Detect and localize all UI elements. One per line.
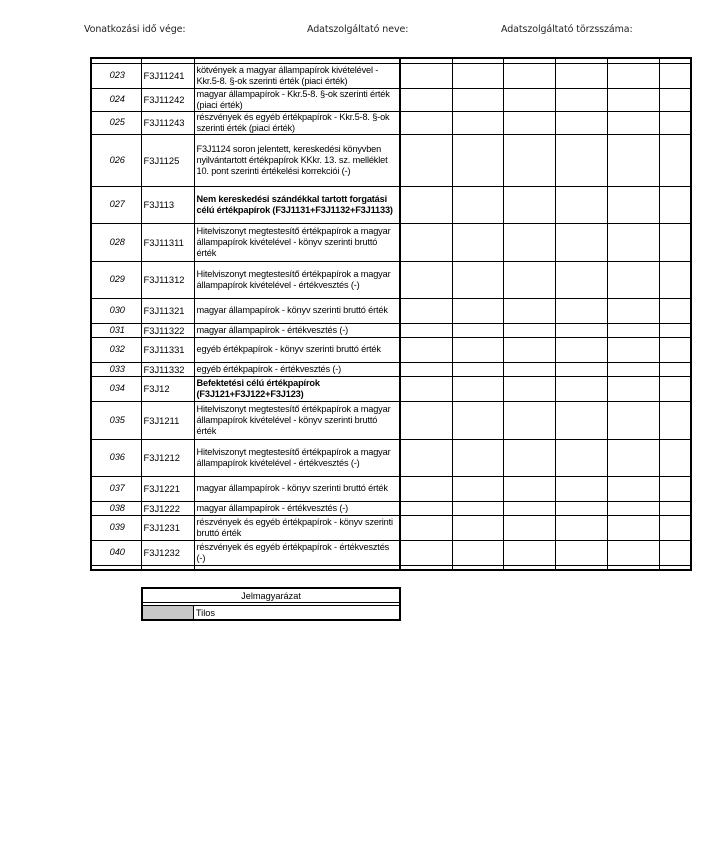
row-code: F3J11311: [141, 223, 194, 261]
value-cell[interactable]: [659, 298, 691, 323]
row-description: Hitelviszonyt megtestesítő értékpapírok a magyar állampapírok kivételével - értékvesztés (-): [194, 439, 400, 476]
table-row: [91, 501, 691, 515]
row-description: Hitelviszonyt megtestesítő értékpapírok a magyar állampapírok kivételével - könyv szerinti bruttó érték: [194, 223, 400, 261]
value-cell[interactable]: [452, 63, 503, 88]
value-cell[interactable]: [659, 323, 691, 337]
value-cell[interactable]: [452, 134, 503, 186]
value-cell[interactable]: [555, 223, 607, 261]
value-cell[interactable]: [555, 362, 607, 376]
value-cell[interactable]: [503, 401, 555, 439]
value-cell[interactable]: [555, 298, 607, 323]
value-cell[interactable]: [607, 401, 659, 439]
value-cell[interactable]: [503, 501, 555, 515]
value-cell[interactable]: [400, 515, 452, 540]
table-row: [91, 540, 691, 565]
value-cell[interactable]: [607, 134, 659, 186]
value-cell[interactable]: [400, 362, 452, 376]
value-cell[interactable]: [452, 261, 503, 298]
row-description: magyar állampapírok - könyv szerinti bruttó érték: [194, 476, 400, 501]
value-cell[interactable]: [503, 337, 555, 362]
value-cell[interactable]: [607, 476, 659, 501]
row-description: magyar állampapírok - értékvesztés (-): [194, 323, 400, 337]
value-cell[interactable]: [400, 540, 452, 565]
row-code: F3J1125: [141, 134, 194, 186]
row-number: 033: [91, 362, 141, 376]
value-cell[interactable]: [659, 476, 691, 501]
value-cell[interactable]: [607, 439, 659, 476]
table-row: [91, 401, 691, 439]
value-cell[interactable]: [659, 134, 691, 186]
value-cell[interactable]: [452, 540, 503, 565]
value-cell[interactable]: [452, 337, 503, 362]
legend-item: [142, 606, 400, 621]
row-code: F3J11332: [141, 362, 194, 376]
value-cell[interactable]: [452, 223, 503, 261]
value-cell[interactable]: [659, 362, 691, 376]
value-cell[interactable]: [400, 223, 452, 261]
value-cell[interactable]: [555, 88, 607, 111]
value-cell[interactable]: [607, 515, 659, 540]
legend-swatch-forbidden: [142, 606, 193, 621]
row-number: 038: [91, 501, 141, 515]
row-number: 027: [91, 186, 141, 223]
value-cell[interactable]: [607, 88, 659, 111]
legend-title: Jelmagyarázat: [142, 588, 400, 603]
row-code: F3J11242: [141, 88, 194, 111]
value-cell[interactable]: [503, 476, 555, 501]
value-cell[interactable]: [659, 223, 691, 261]
row-description: egyéb értékpapírok - könyv szerinti bruttó érték: [194, 337, 400, 362]
value-cell[interactable]: [607, 376, 659, 401]
value-cell[interactable]: [503, 111, 555, 134]
table-row: [91, 63, 691, 88]
value-cell[interactable]: [607, 111, 659, 134]
value-cell[interactable]: [607, 63, 659, 88]
row-number: 024: [91, 88, 141, 111]
value-cell[interactable]: [452, 111, 503, 134]
row-code: F3J113: [141, 186, 194, 223]
value-cell[interactable]: [503, 376, 555, 401]
value-cell[interactable]: [400, 337, 452, 362]
value-cell[interactable]: [555, 439, 607, 476]
row-description: Befektetési célú értékpapírok (F3J121+F3J122+F3J123): [194, 376, 400, 401]
value-cell[interactable]: [452, 88, 503, 111]
table-row: [91, 323, 691, 337]
table-row: [91, 88, 691, 111]
row-code: F3J11312: [141, 261, 194, 298]
value-cell[interactable]: [452, 186, 503, 223]
row-code: F3J11331: [141, 337, 194, 362]
row-description: kötvények a magyar állampapírok kivételével - Kkr.5-8. §-ok szerinti érték (piaci érték): [194, 63, 400, 88]
row-description: magyar állampapírok - értékvesztés (-): [194, 501, 400, 515]
value-cell[interactable]: [452, 362, 503, 376]
value-cell[interactable]: [555, 376, 607, 401]
value-cell[interactable]: [400, 186, 452, 223]
row-number: 030: [91, 298, 141, 323]
reference-period-label: Vonatkozási idő vége:: [84, 24, 186, 35]
row-number: 040: [91, 540, 141, 565]
provider-name-label: Adatszolgáltató neve:: [307, 24, 409, 35]
row-number: 036: [91, 439, 141, 476]
value-cell[interactable]: [607, 223, 659, 261]
value-cell[interactable]: [452, 376, 503, 401]
legend-table: [141, 587, 401, 621]
row-code: F3J11321: [141, 298, 194, 323]
report-table: [90, 57, 692, 571]
value-cell[interactable]: [659, 186, 691, 223]
value-cell[interactable]: [452, 476, 503, 501]
value-cell[interactable]: [400, 298, 452, 323]
row-code: F3J1232: [141, 540, 194, 565]
table-row: [91, 298, 691, 323]
value-cell[interactable]: [503, 134, 555, 186]
value-cell[interactable]: [659, 501, 691, 515]
value-cell[interactable]: [659, 439, 691, 476]
value-cell[interactable]: [607, 540, 659, 565]
value-cell[interactable]: [503, 186, 555, 223]
legend-item-label: Tilos: [193, 606, 400, 621]
table-row: [91, 186, 691, 223]
value-cell[interactable]: [400, 501, 452, 515]
value-cell[interactable]: [452, 323, 503, 337]
row-number: 035: [91, 401, 141, 439]
value-cell[interactable]: [400, 63, 452, 88]
row-description: Hitelviszonyt megtestesítő értékpapírok a magyar állampapírok kivételével - könyv szerinti bruttó érték: [194, 401, 400, 439]
value-cell[interactable]: [607, 261, 659, 298]
value-cell[interactable]: [452, 515, 503, 540]
value-cell[interactable]: [659, 337, 691, 362]
table-row: [91, 111, 691, 134]
value-cell[interactable]: [400, 261, 452, 298]
value-cell[interactable]: [503, 261, 555, 298]
row-code: F3J11322: [141, 323, 194, 337]
value-cell[interactable]: [555, 401, 607, 439]
value-cell[interactable]: [555, 515, 607, 540]
row-description: F3J1124 soron jelentett, kereskedési könyvben nyilvántartott értékpapírok KKkr. 13. sz. melléklet 10. pont szerinti értékelési korrekciói (-): [194, 134, 400, 186]
value-cell[interactable]: [555, 323, 607, 337]
value-cell[interactable]: [555, 111, 607, 134]
row-number: 031: [91, 323, 141, 337]
value-cell[interactable]: [400, 401, 452, 439]
value-cell[interactable]: [503, 362, 555, 376]
row-description: részvények és egyéb értékpapírok - könyv szerinti bruttó érték: [194, 515, 400, 540]
value-cell[interactable]: [607, 323, 659, 337]
value-cell[interactable]: [452, 401, 503, 439]
value-cell[interactable]: [503, 323, 555, 337]
row-description: Hitelviszonyt megtestesítő értékpapírok a magyar állampapírok kivételével - értékvesztés (-): [194, 261, 400, 298]
row-number: 023: [91, 63, 141, 88]
value-cell[interactable]: [503, 88, 555, 111]
value-cell[interactable]: [503, 63, 555, 88]
report-rows: [91, 58, 691, 570]
value-cell[interactable]: [659, 88, 691, 111]
value-cell[interactable]: [555, 337, 607, 362]
table-row: [91, 362, 691, 376]
table-row: [91, 134, 691, 186]
value-cell[interactable]: [400, 476, 452, 501]
value-cell[interactable]: [607, 501, 659, 515]
row-code: F3J1212: [141, 439, 194, 476]
value-cell[interactable]: [555, 186, 607, 223]
value-cell[interactable]: [659, 401, 691, 439]
value-cell[interactable]: [400, 134, 452, 186]
value-cell[interactable]: [659, 63, 691, 88]
value-cell[interactable]: [400, 323, 452, 337]
value-cell[interactable]: [503, 515, 555, 540]
table-row: [91, 337, 691, 362]
row-code: F3J1231: [141, 515, 194, 540]
row-number: 034: [91, 376, 141, 401]
row-description: magyar állampapírok - könyv szerinti bruttó érték: [194, 298, 400, 323]
value-cell[interactable]: [503, 540, 555, 565]
value-cell[interactable]: [452, 501, 503, 515]
value-cell[interactable]: [503, 223, 555, 261]
value-cell[interactable]: [452, 298, 503, 323]
value-cell[interactable]: [555, 134, 607, 186]
row-number: 025: [91, 111, 141, 134]
value-cell[interactable]: [607, 186, 659, 223]
row-description: magyar állampapírok - Kkr.5-8. §-ok szerinti érték (piaci érték): [194, 88, 400, 111]
value-cell[interactable]: [659, 111, 691, 134]
table-row: [91, 476, 691, 501]
row-description: Nem kereskedési szándékkal tartott forgatási célú értékpapírok (F3J1131+F3J1132+F3J1133): [194, 186, 400, 223]
value-cell[interactable]: [400, 376, 452, 401]
table-row: [91, 439, 691, 476]
value-cell[interactable]: [452, 439, 503, 476]
row-description: részvények és egyéb értékpapírok - értékvesztés (-): [194, 540, 400, 565]
row-number: 037: [91, 476, 141, 501]
value-cell[interactable]: [607, 362, 659, 376]
provider-id-label: Adatszolgáltató törzsszáma:: [501, 24, 633, 35]
value-cell[interactable]: [555, 476, 607, 501]
row-number: 032: [91, 337, 141, 362]
value-cell[interactable]: [555, 261, 607, 298]
value-cell[interactable]: [659, 540, 691, 565]
row-code: F3J1221: [141, 476, 194, 501]
value-cell[interactable]: [400, 439, 452, 476]
value-cell[interactable]: [503, 439, 555, 476]
table-row: [91, 261, 691, 298]
row-code: F3J12: [141, 376, 194, 401]
row-code: F3J1222: [141, 501, 194, 515]
row-code: F3J11243: [141, 111, 194, 134]
value-cell[interactable]: [400, 111, 452, 134]
value-cell[interactable]: [555, 501, 607, 515]
value-cell[interactable]: [659, 376, 691, 401]
table-row: [91, 376, 691, 401]
row-code: F3J1211: [141, 401, 194, 439]
row-number: 039: [91, 515, 141, 540]
value-cell[interactable]: [659, 261, 691, 298]
table-row: [91, 223, 691, 261]
table-row: [91, 515, 691, 540]
row-number: 028: [91, 223, 141, 261]
table-bottom-spacer: [91, 565, 691, 570]
value-cell[interactable]: [607, 337, 659, 362]
row-number: 026: [91, 134, 141, 186]
value-cell[interactable]: [555, 63, 607, 88]
value-cell[interactable]: [659, 515, 691, 540]
value-cell[interactable]: [503, 298, 555, 323]
row-code: F3J11241: [141, 63, 194, 88]
row-description: részvények és egyéb értékpapírok - Kkr.5-8. §-ok szerinti érték (piaci érték): [194, 111, 400, 134]
row-number: 029: [91, 261, 141, 298]
value-cell[interactable]: [400, 88, 452, 111]
value-cell[interactable]: [607, 298, 659, 323]
row-description: egyéb értékpapírok - értékvesztés (-): [194, 362, 400, 376]
value-cell[interactable]: [555, 540, 607, 565]
